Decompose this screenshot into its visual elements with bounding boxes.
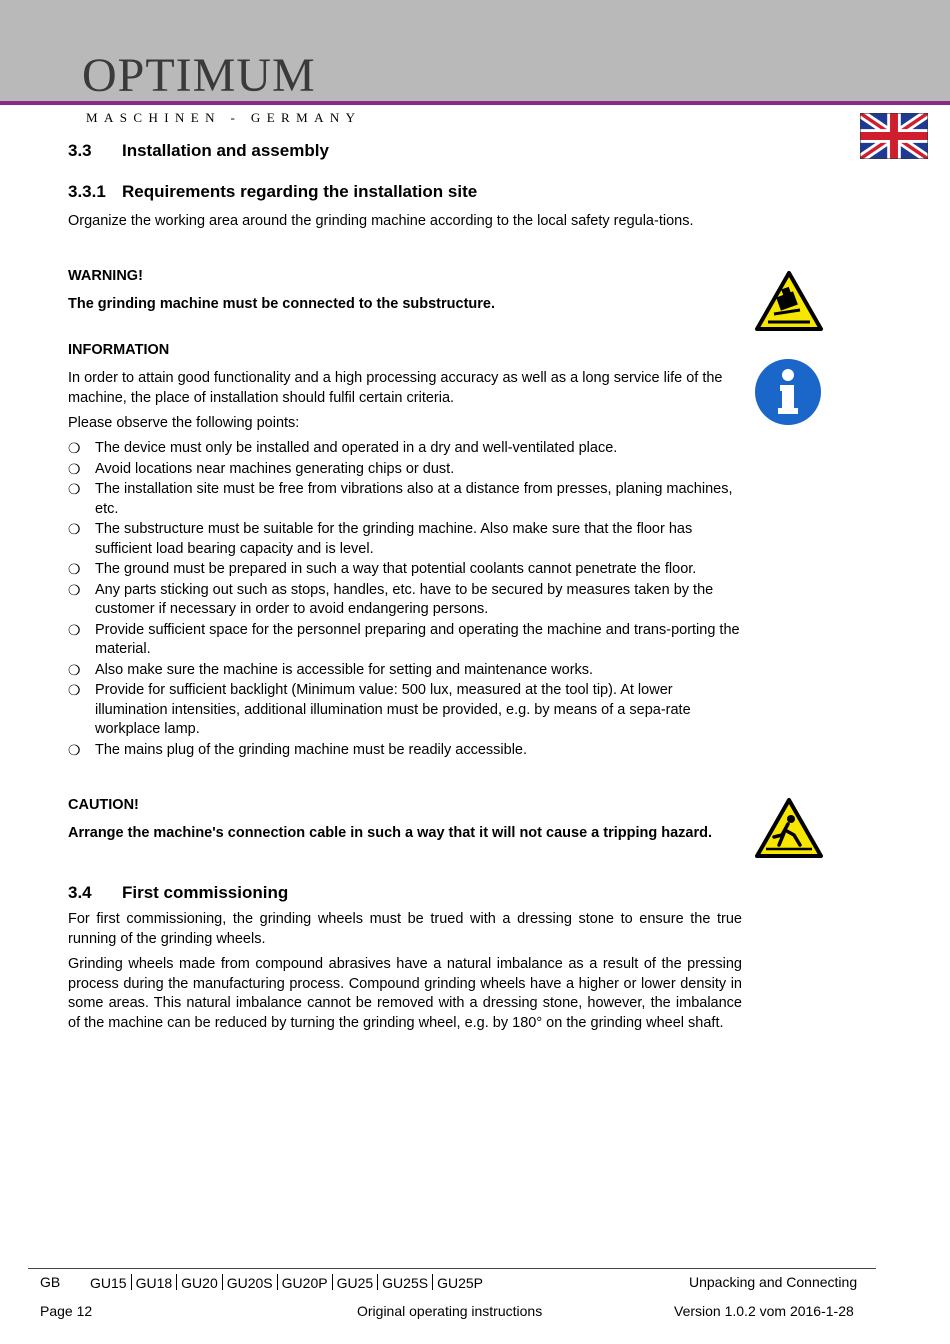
warning-label: WARNING!: [68, 268, 143, 284]
list-item: ❍ The mains plug of the grinding machine must be readily accessible.: [68, 741, 528, 758]
list-item: ❍ The device must only be installed and operated in a dry and well-ventilated place.: [68, 440, 618, 456]
brand-tagline: MASCHINEN - GERMANY: [86, 110, 362, 125]
list-item: ❍ The installation site must be free from vibrations also at a distance from presses, planing machines, etc.: [68, 481, 733, 517]
footer-document-title: Original operating instructions: [357, 1303, 543, 1319]
tipping-machine-warning-icon: [754, 270, 824, 332]
section-heading-3-3: 3.3 Installation and assembly: [68, 141, 329, 160]
section-heading-3-3-1: 3.3.1 Requirements regarding the installation site: [68, 182, 478, 201]
list-item: ❍ Also make sure the machine is accessible for setting and maintenance works.: [68, 661, 594, 678]
info-label: INFORMATION: [68, 342, 170, 358]
footer-rule: [28, 1268, 876, 1269]
observe-text: Please observe the following points:: [68, 415, 300, 431]
warning-text: The grinding machine must be connected to the substructure.: [68, 296, 495, 312]
footer-version: Version 1.0.2 vom 2016-1-28: [674, 1303, 854, 1319]
uk-flag-icon: [860, 113, 928, 159]
section-heading-3-4: 3.4 First commissioning: [68, 883, 289, 902]
brand-logo: OPTIMUM: [82, 49, 316, 102]
footer-chapter: Unpacking and Connecting: [689, 1274, 858, 1290]
footer-page-number: Page 12: [40, 1303, 93, 1319]
footer-language: GB: [40, 1274, 61, 1290]
list-item: ❍ Provide sufficient space for the personnel preparing and operating the machine and trans-porting the material.: [68, 621, 740, 657]
list-item: ❍ Any parts sticking out such as stops, handles, etc. have to be secured by measures taken by the customer if necessary in order to avoid endangering persons.: [68, 581, 714, 617]
tripping-hazard-icon: [754, 797, 824, 859]
paragraph-organize: Organize the working area around the grinding machine according to the local safety regula-tions.: [68, 213, 694, 229]
caution-text: Arrange the machine's connection cable in such a way that it will not cause a tripping hazard.: [68, 825, 713, 841]
commissioning-paragraph-1: For first commissioning, the grinding wheels must be trued with a dressing stone to ensure the true running of the grinding wheels.: [68, 911, 742, 947]
info-text: In order to attain good functionality and a high processing accuracy as well as a long service life of the machine, the place of installation should fulfil certain criteria.: [68, 370, 723, 406]
list-item: ❍ Avoid locations near machines generating chips or dust.: [68, 460, 455, 477]
list-item: ❍ The substructure must be suitable for the grinding machine. Also make sure that the floor has sufficient load bearing capacity and is level.: [68, 521, 693, 557]
requirements-list: [68, 439, 742, 761]
footer-models: GU15 GU18 GU20 GU20S GU20P GU25 GU25S GU25P: [90, 1275, 483, 1291]
list-item: ❍ The ground must be prepared in such a way that potential coolants cannot penetrate the floor.: [68, 561, 697, 577]
list-item: ❍ Provide for sufficient backlight (Minimum value: 500 lux, measured at the tool tip). At lower illumination intensities, additional illumination must be provided, e.g. by means of a sepa-rate workplace lamp.: [68, 682, 691, 737]
commissioning-paragraph-2: Grinding wheels made from compound abrasives have a natural imbalance as a result of the pressing process during the manufacturing process. Compound grinding wheels have a higher or lower density in some areas. This natural imbalance cannot be removed with a dressing stone, however, the imbalance of the machine can be reduced by turning the grinding wheel, e.g. by 180° on the grinding wheel shaft.: [68, 956, 742, 1031]
information-icon: [754, 358, 822, 426]
caution-label: CAUTION!: [68, 797, 139, 813]
